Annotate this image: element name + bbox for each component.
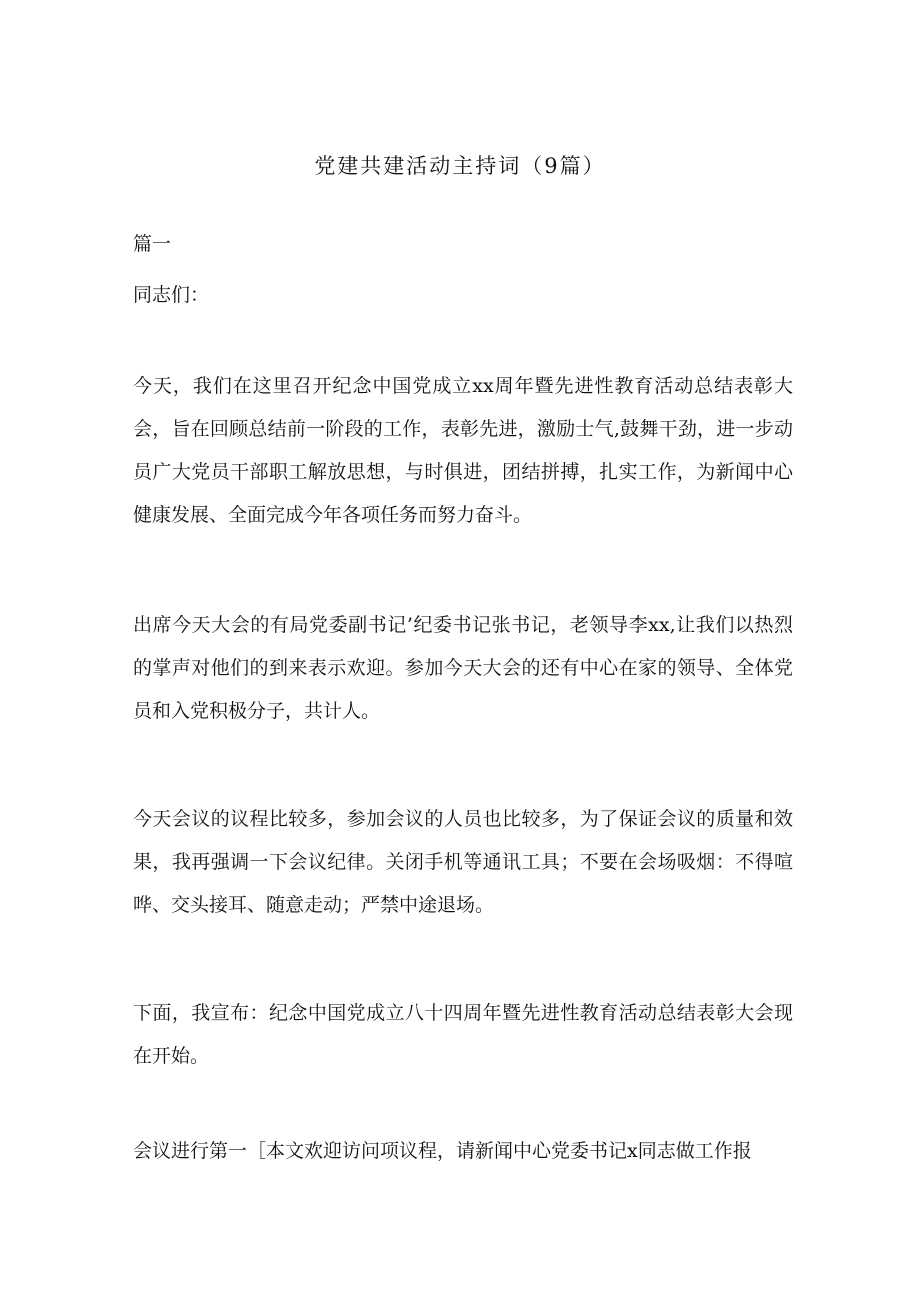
document-title: 党建共建活动主持词（9篇） [314,154,606,178]
salutation: 同志们： [133,284,210,306]
paragraph-agenda: 会议进行第一［本文欢迎访问项议程，请新闻中心党委书记x同志做工作报 [133,1140,752,1162]
paragraph-opening: 今天，我们在这里召开纪念中国党成立xx周年暨先进性教育活动总结表彰大会，旨在回顾总结前一阶段的工作，表彰先进，激励士气,鼓舞干劲，进一步动员广大党员干部职工解放思想，与时俱进，团结拼搏，扎实工作，为新闻中心健康发展、全面完成今年各项任务而努力奋斗。 [133,375,793,526]
section-label: 篇一 [133,233,172,255]
paragraph-attendees: 出席今天大会的有局党委副书记’纪委书记张书记，老领导李xx,让我们以热烈的掌声对他们的到来表示欢迎。参加今天大会的还有中心在家的领导、全体党员和入党积极分子，共计人。 [133,614,793,722]
paragraph-announcement: 下面，我宣布：纪念中国党成立八十四周年暨先进性教育活动总结表彰大会现在开始。 [133,1002,793,1067]
paragraph-discipline: 今天会议的议程比较多，参加会议的人员也比较多，为了保证会议的质量和效果，我再强调一下会议纪律。关闭手机等通讯工具；不要在会场吸烟：不得喧哗、交头接耳、随意走动；严禁中途退场。 [133,808,793,916]
